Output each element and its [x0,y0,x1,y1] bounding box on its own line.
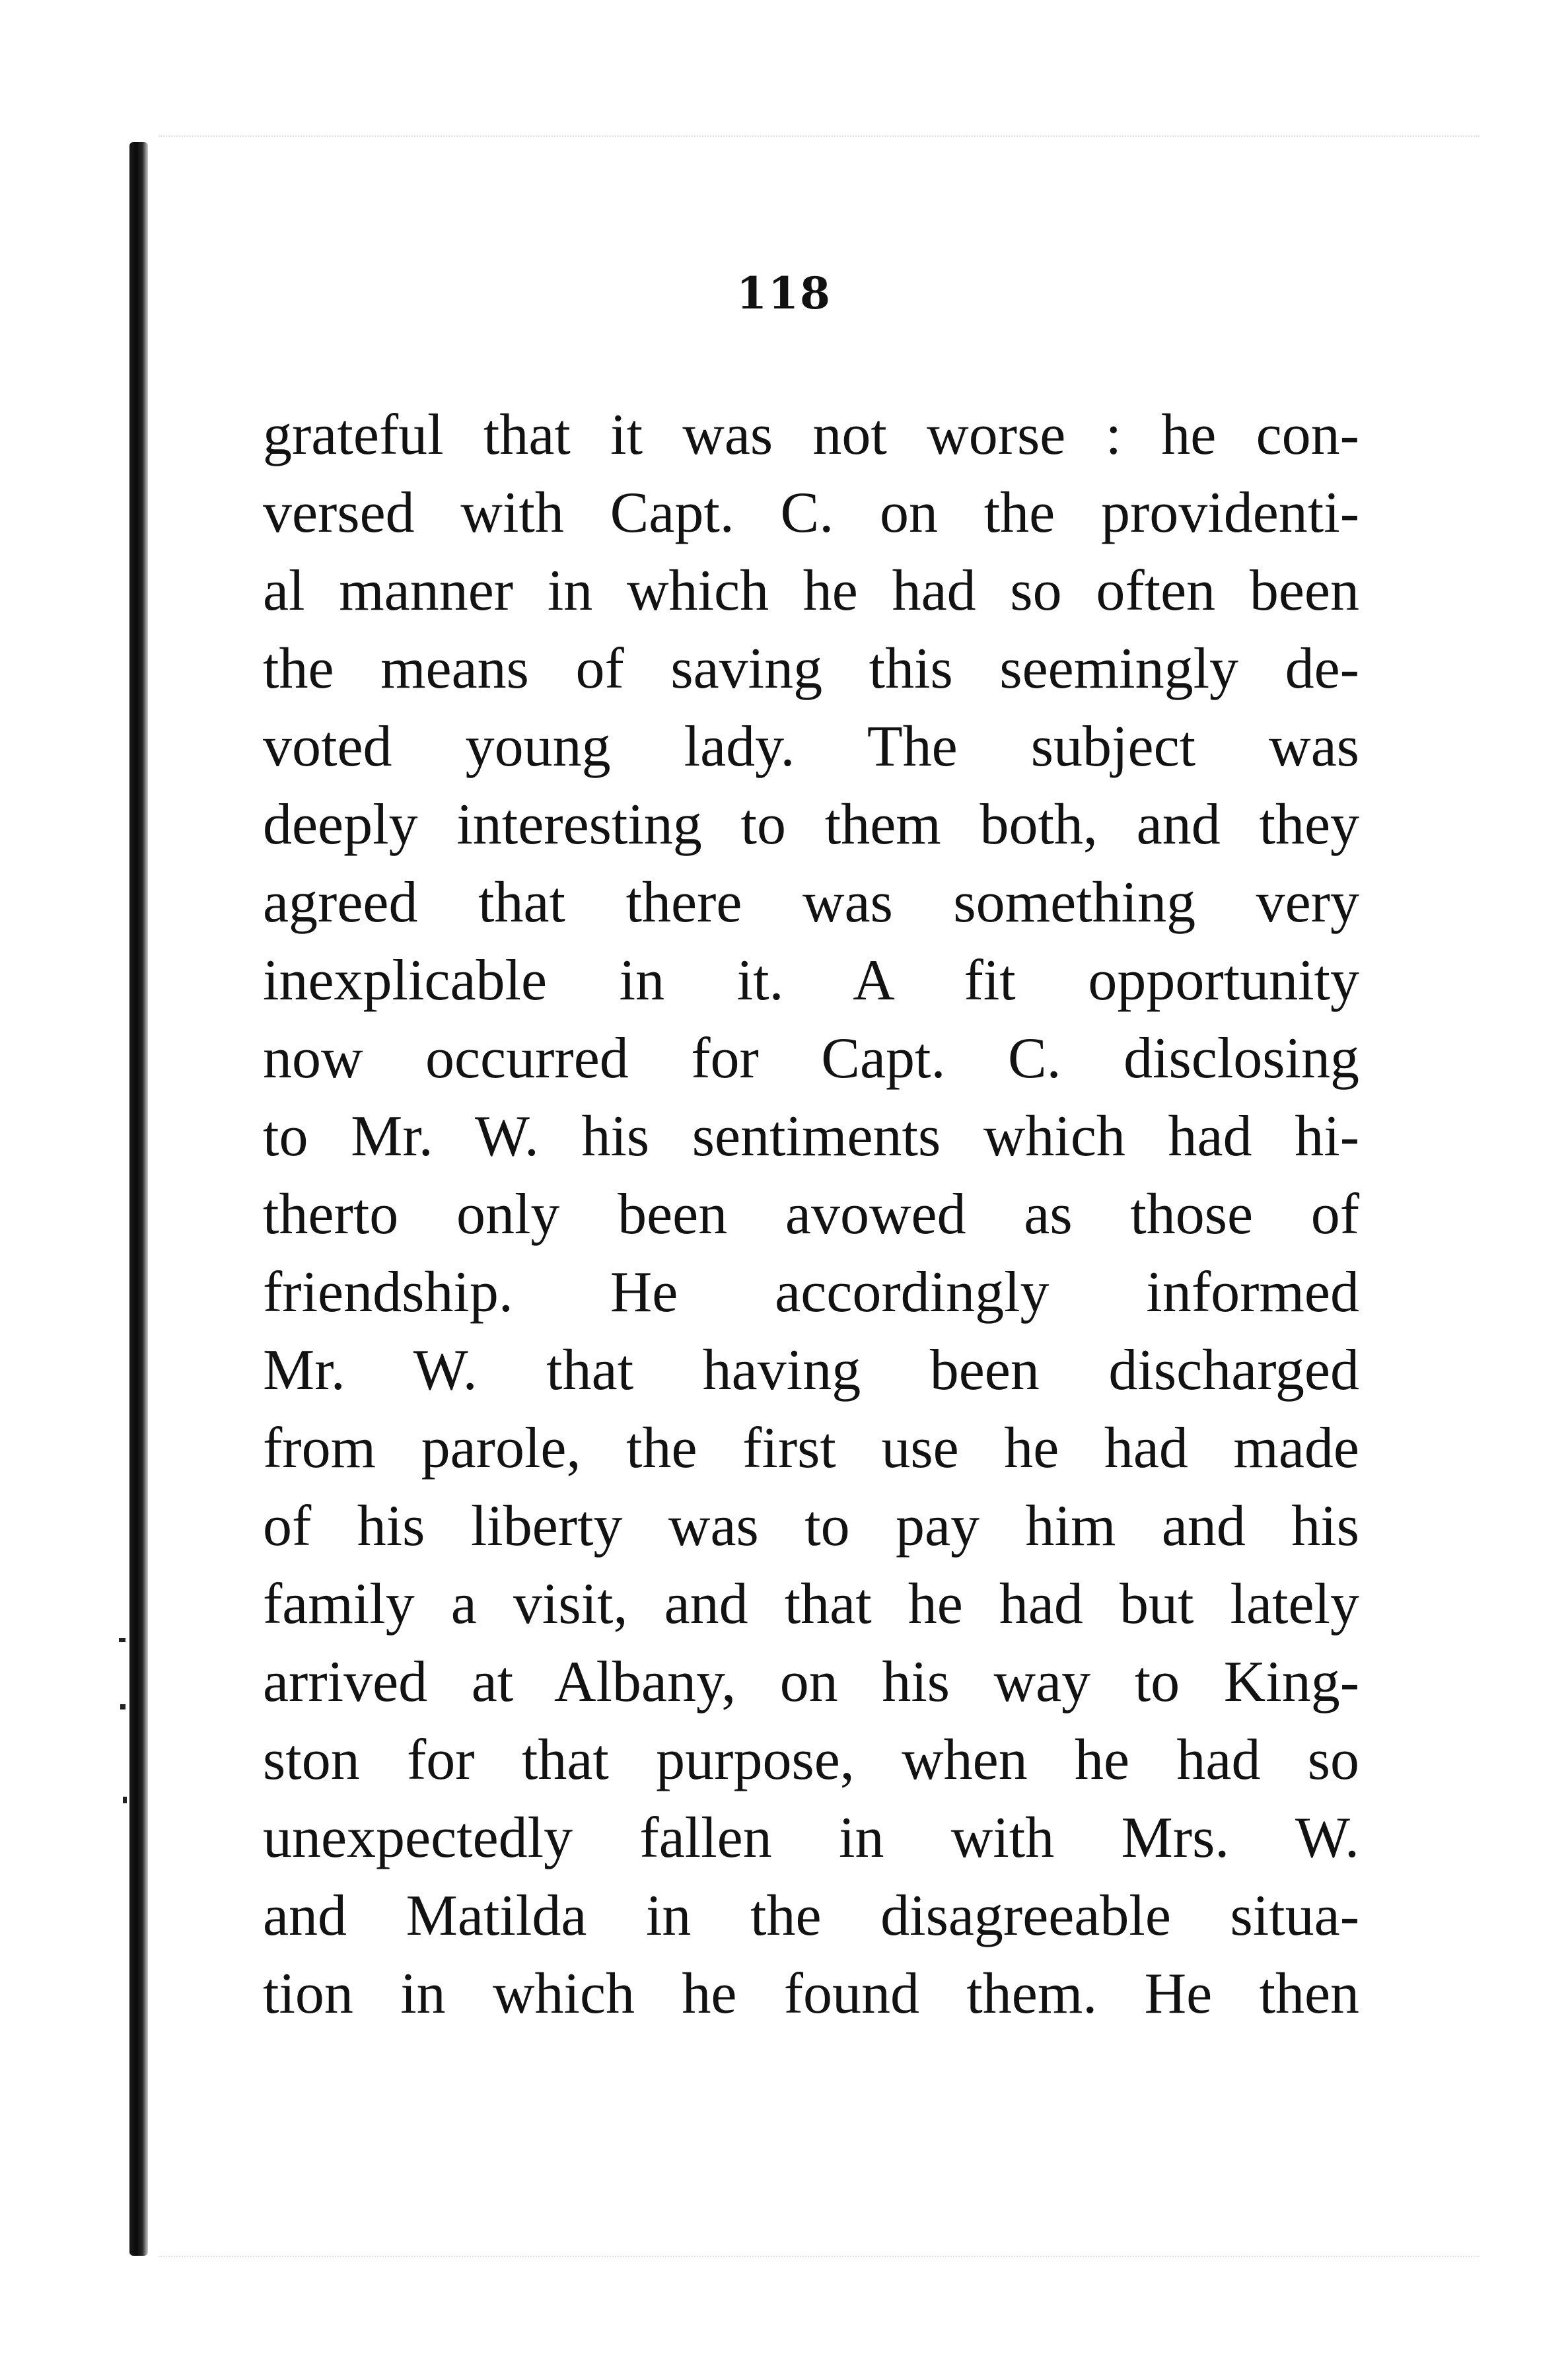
top-margin-scan-marks [159,135,1479,137]
binding-gutter [129,142,148,2256]
gutter-speck [119,1638,125,1642]
text-line: Mr. W. that having been discharged [263,1338,1359,1402]
text-line: ston for that purpose, when he had so [263,1728,1359,1792]
text-line: family a visit, and that he had but lately [263,1572,1359,1636]
text-line: therto only been avowed as those of [263,1182,1359,1246]
text-line: grateful that it was not worse : he con- [263,403,1359,467]
text-line: arrived at Albany, on his way to King- [263,1650,1359,1714]
gutter-speck [120,1704,125,1709]
text-line: of his liberty was to pay him and his [263,1494,1359,1558]
text-line: now occurred for Capt. C. disclosing [263,1026,1359,1091]
text-line: friendship. He accordingly informed [263,1260,1359,1324]
bottom-margin-scan-marks [159,2256,1479,2257]
text-line: deeply interesting to them both, and they [263,793,1359,857]
text-line: al manner in which he had so often been [263,559,1359,623]
text-line: inexplicable in it. A fit opportunity [263,949,1359,1013]
text-line: unexpectedly fallen in with Mrs. W. [263,1806,1359,1870]
text-line: tion in which he found them. He then [263,1962,1359,2026]
text-line: and Matilda in the disagreeable situa- [263,1884,1359,1948]
body-text [263,396,1359,2033]
page-number: 118 [736,268,832,319]
text-line: agreed that there was something very [263,871,1359,935]
text-line: the means of saving this seemingly de- [263,637,1359,701]
gutter-speck [123,1797,127,1803]
text-line: versed with Capt. C. on the providenti- [263,481,1359,545]
text-line: voted young lady. The subject was [263,715,1359,779]
text-line: from parole, the first use he had made [263,1416,1359,1480]
text-line: to Mr. W. his sentiments which had hi- [263,1104,1359,1169]
